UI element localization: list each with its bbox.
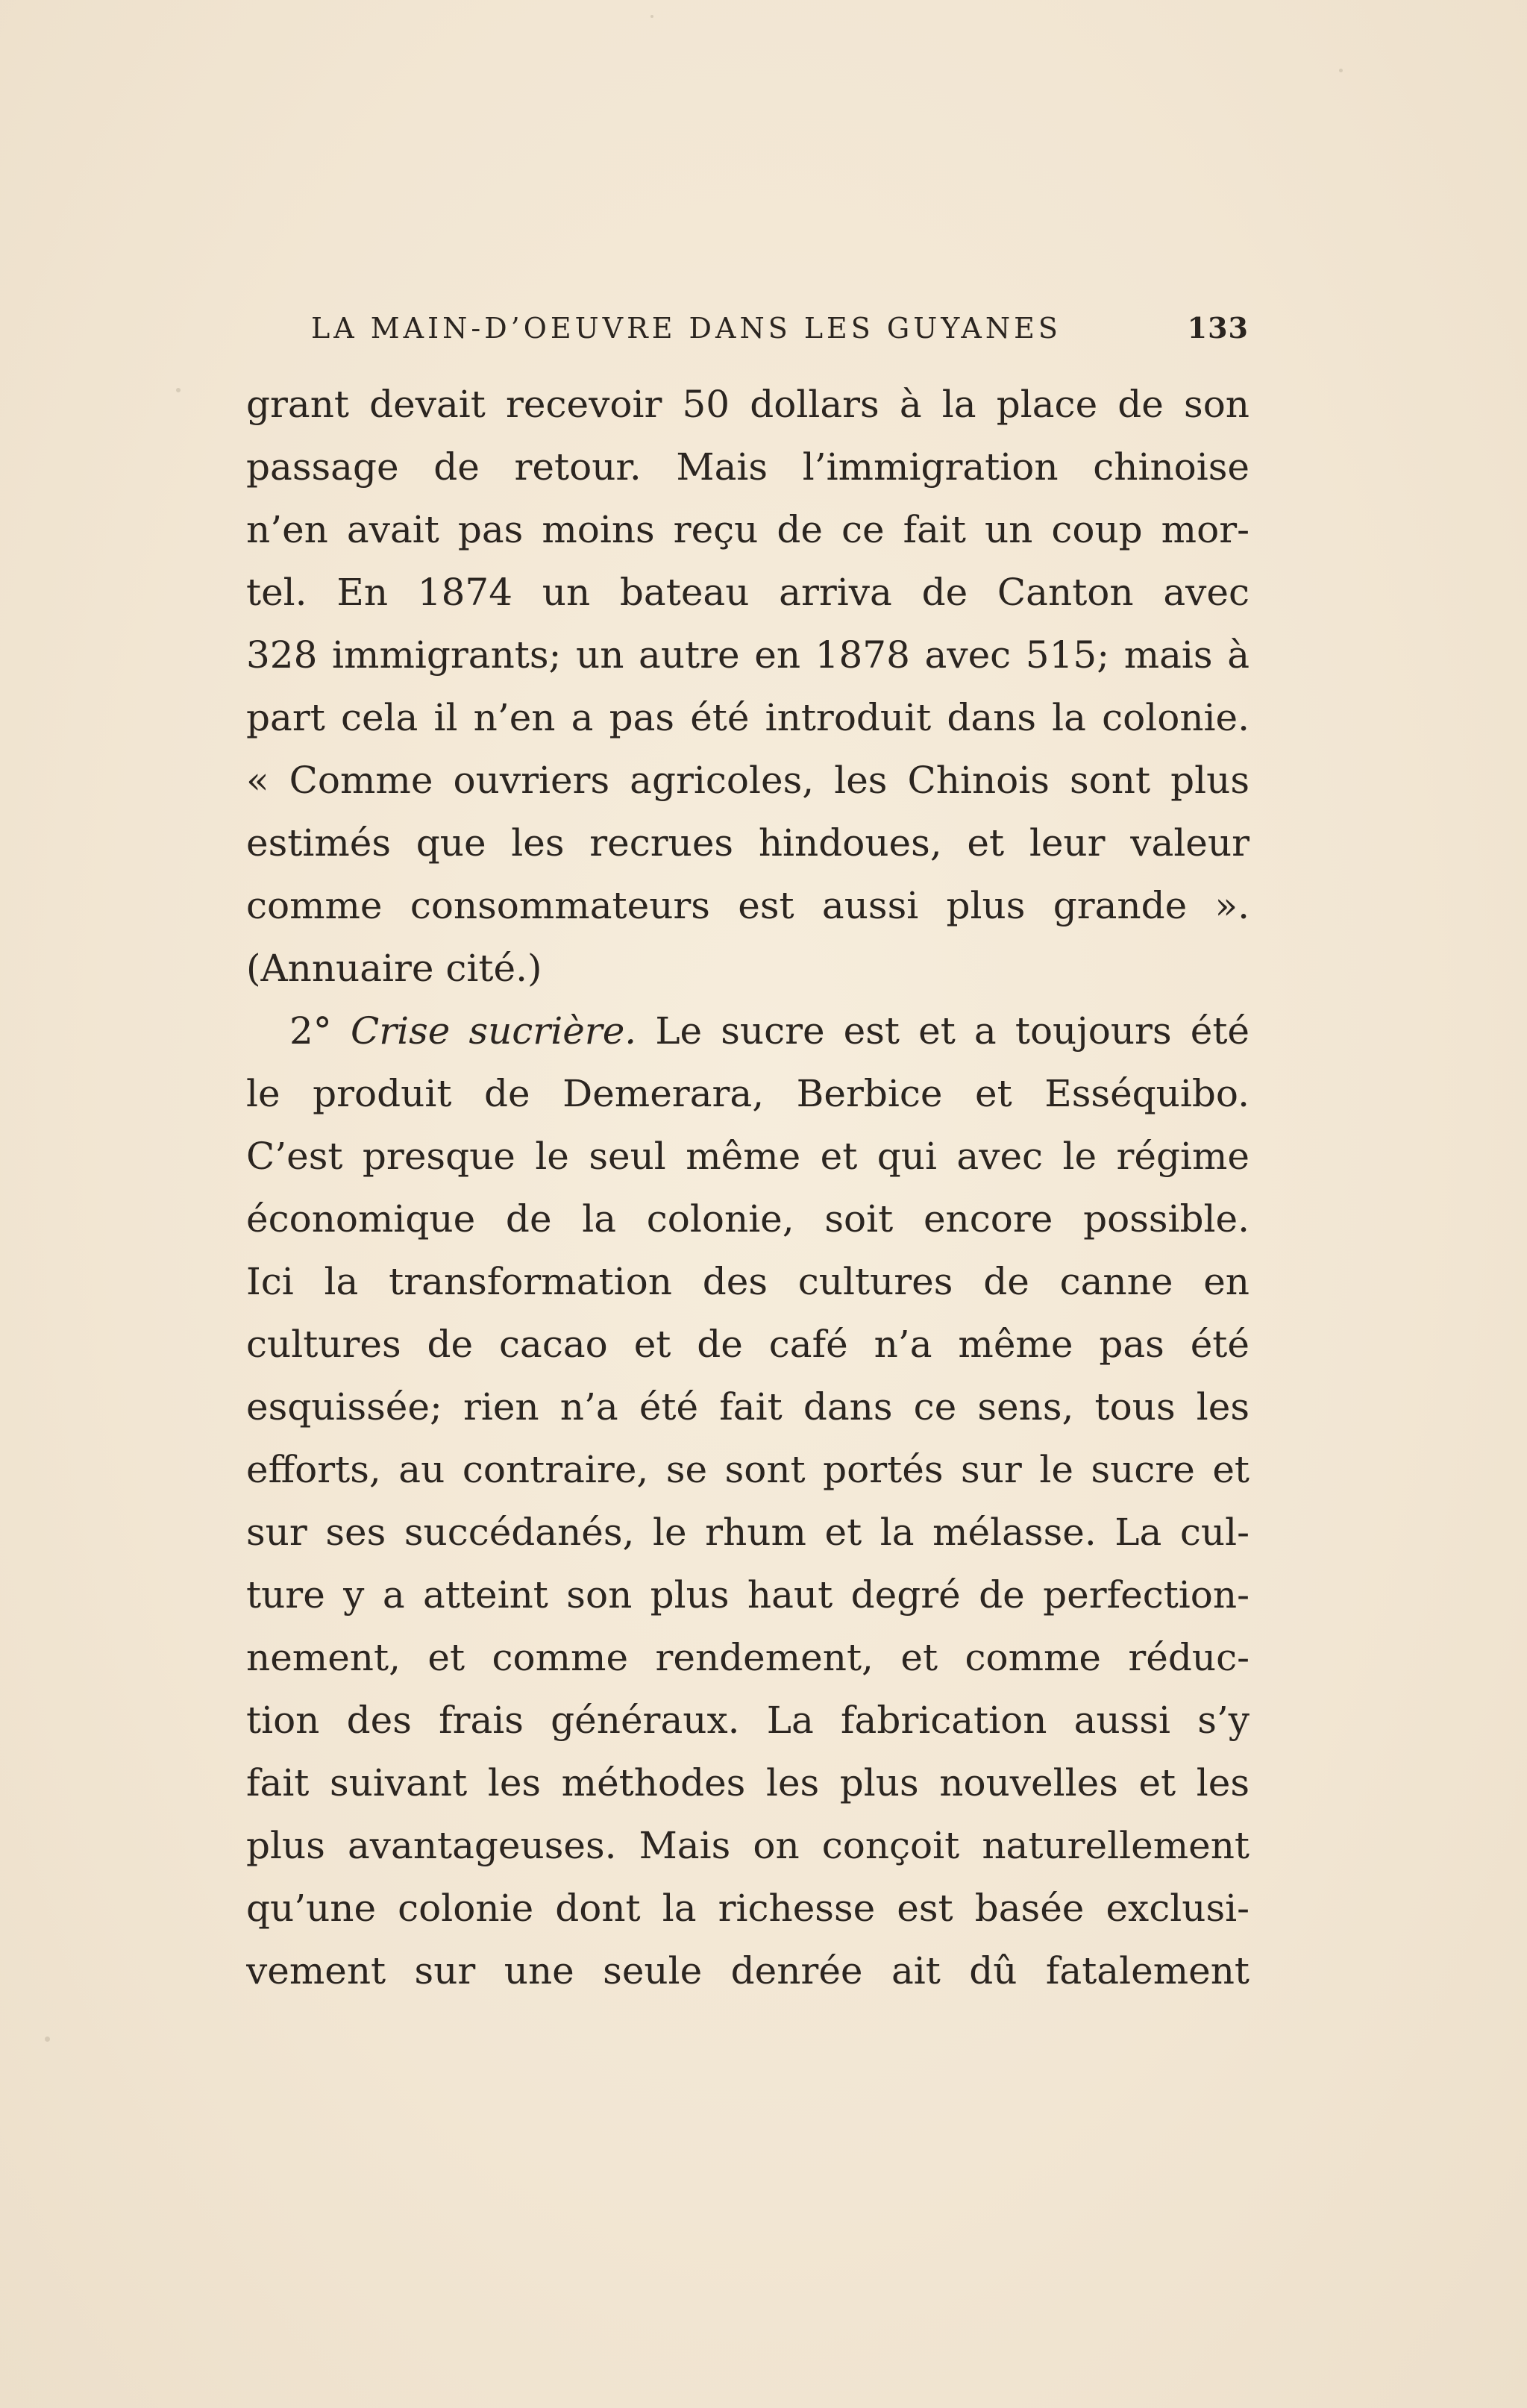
text-line: passage de retour. Mais l’immigration chinoise (246, 445, 1249, 489)
running-title: LA MAIN-D’OEUVRE DANS LES GUYANES (311, 312, 1062, 345)
paper-speck (1339, 69, 1343, 72)
text-line: plus avantageuses. Mais on conçoit naturellement (246, 1824, 1249, 1867)
text-line: n’en avait pas moins reçu de ce fait un coup mor- (246, 508, 1249, 551)
text-line: le produit de Demerara, Berbice et Esséquibo. (246, 1072, 1249, 1115)
text-line: cultures de cacao et de café n’a même pas été (246, 1323, 1249, 1366)
text-line: esquissée; rien n’a été fait dans ce sens, tous les (246, 1385, 1249, 1429)
text-line: économique de la colonie, soit encore possible. (246, 1197, 1249, 1241)
text-line: nement, et comme rendement, et comme réduc- (246, 1636, 1249, 1679)
paper-speck (650, 15, 653, 18)
running-head (311, 306, 1249, 351)
text-line: grant devait recevoir 50 dollars à la place de son (246, 383, 1249, 426)
section-heading-line (246, 1000, 1249, 1062)
text-line: part cela il n’en a pas été introduit dans la colonie. (246, 696, 1249, 739)
text-line: ture y a atteint son plus haut degré de perfection- (246, 1573, 1249, 1617)
text-line: estimés que les recrues hindoues, et leur valeur (246, 821, 1249, 865)
text-line: comme consommateurs est aussi plus grande ». (246, 884, 1249, 927)
paper-speck (176, 388, 181, 392)
section-first-line-text: Le sucre est et a toujours été (655, 1009, 1249, 1053)
text-line: vement sur une seule denrée ait dû fatalement (246, 1949, 1249, 1992)
text-line: efforts, au contraire, se sont portés sur le sucre et (246, 1448, 1249, 1491)
text-line: « Comme ouvriers agricoles, les Chinois sont plus (246, 759, 1249, 802)
paper-speck (45, 2037, 50, 2042)
page-number: 133 (1187, 311, 1249, 345)
text-line: fait suivant les méthodes les plus nouvelles et les (246, 1761, 1249, 1805)
text-line: qu’une colonie dont la richesse est basée exclusi- (246, 1887, 1249, 1930)
section-number: 2° (289, 1009, 332, 1053)
text-line: (Annuaire cité.) (246, 947, 542, 990)
section-title: Crise sucrière. (350, 1009, 637, 1053)
text-line: sur ses succédanés, le rhum et la mélasse. La cul- (246, 1511, 1249, 1554)
text-line: tion des frais généraux. La fabrication aussi s’y (246, 1699, 1249, 1742)
text-line: C’est presque le seul même et qui avec le régime (246, 1135, 1249, 1178)
body-text (246, 373, 1249, 2002)
text-line: tel. En 1874 un bateau arriva de Canton avec (246, 571, 1249, 614)
text-line: Ici la transformation des cultures de canne en (246, 1260, 1249, 1303)
text-line: 328 immigrants; un autre en 1878 avec 515; mais à (246, 633, 1249, 677)
